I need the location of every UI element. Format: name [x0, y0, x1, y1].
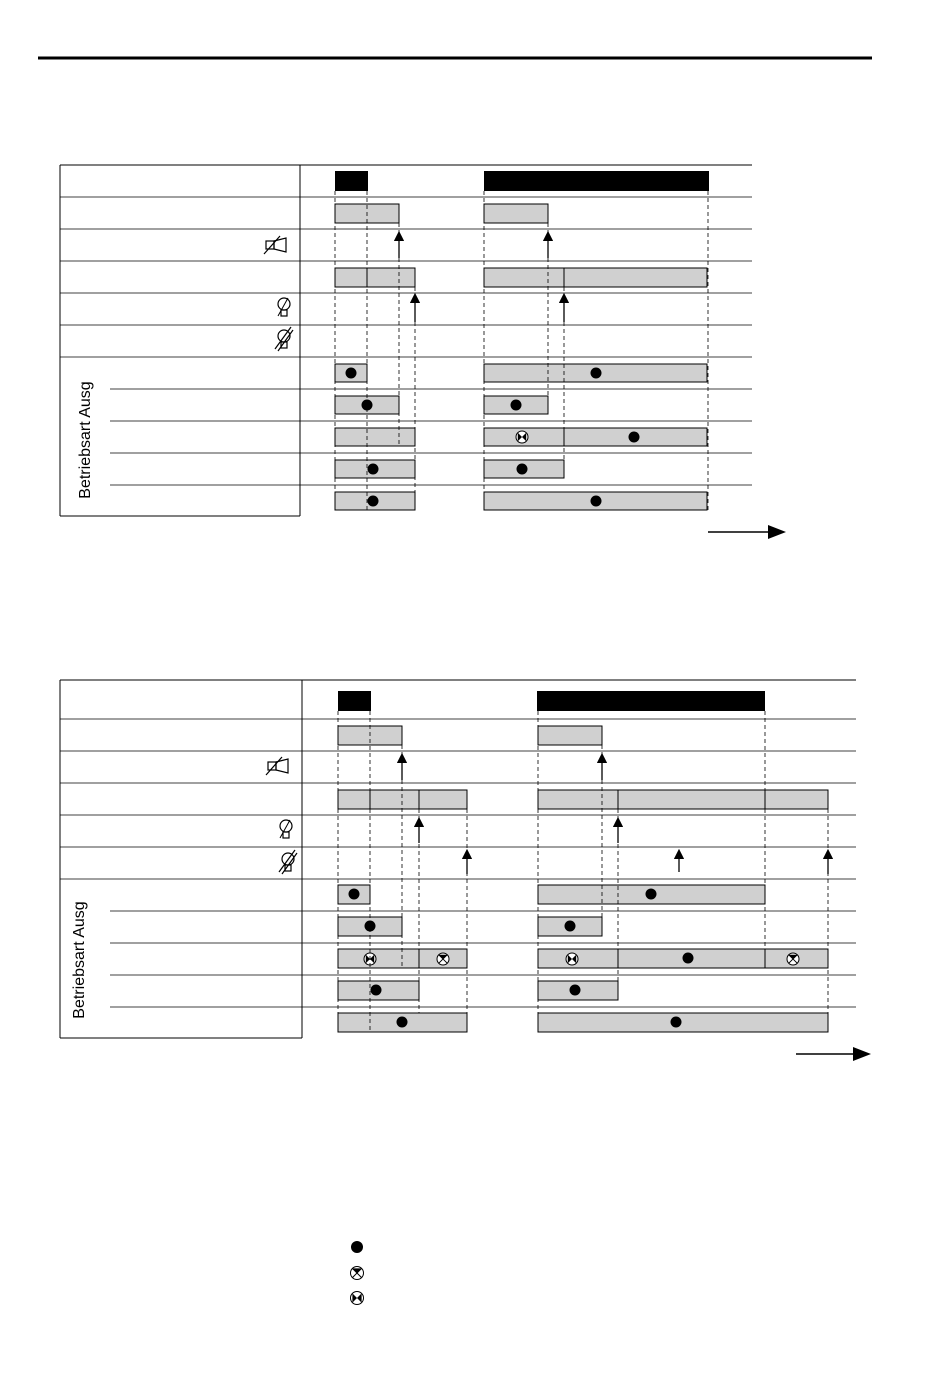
filled-dot-icon [346, 368, 357, 379]
filled-dot-icon [517, 464, 528, 475]
event-bar [338, 691, 371, 711]
timer-bar [538, 790, 828, 809]
hourglass-circle-icon [566, 953, 578, 965]
timing-diagram-1 [60, 165, 786, 539]
crossed-circle-icon [437, 953, 449, 965]
filled-dot-icon [683, 953, 694, 964]
time-arrow-icon [853, 1047, 871, 1061]
lamp-crossed-icon [275, 327, 293, 351]
hourglass-circle-icon [516, 431, 528, 443]
event-bar [537, 691, 765, 711]
lamp-icon [280, 820, 292, 838]
lamp-icon [278, 298, 290, 316]
crossed-circle-icon [351, 1267, 364, 1280]
filled-dot-icon [349, 889, 360, 900]
timer-bar [484, 268, 707, 287]
filled-dot-icon [646, 889, 657, 900]
output-bar [335, 428, 415, 446]
timer-bar [335, 268, 415, 287]
time-arrow-icon [768, 525, 786, 539]
timer-bar [538, 726, 602, 745]
filled-dot-icon [511, 400, 522, 411]
event-bar [484, 171, 709, 191]
filled-dot-icon [397, 1017, 408, 1028]
filled-dot-icon [629, 432, 640, 443]
filled-dot-icon [591, 496, 602, 507]
lamp-crossed-icon [279, 850, 297, 874]
filled-dot-icon [671, 1017, 682, 1028]
speaker-crossed-icon [266, 757, 288, 775]
timing-diagram-2 [60, 680, 871, 1061]
filled-dot-icon [565, 921, 576, 932]
filled-dot-icon [368, 464, 379, 475]
operating-mode-label: Betriebsart Ausg [71, 901, 88, 1019]
filled-dot-icon [570, 985, 581, 996]
operating-mode-label: Betriebsart Ausg [77, 381, 94, 499]
filled-dot-icon [351, 1241, 363, 1253]
crossed-circle-icon [787, 953, 799, 965]
hourglass-circle-icon [351, 1292, 364, 1305]
speaker-crossed-icon [264, 236, 286, 254]
filled-dot-icon [371, 985, 382, 996]
filled-dot-icon [368, 496, 379, 507]
filled-dot-icon [591, 368, 602, 379]
legend [351, 1241, 364, 1305]
timer-bar [484, 204, 548, 223]
event-bar [335, 171, 368, 191]
timer-bar [338, 790, 467, 809]
output-bar [538, 1013, 828, 1032]
